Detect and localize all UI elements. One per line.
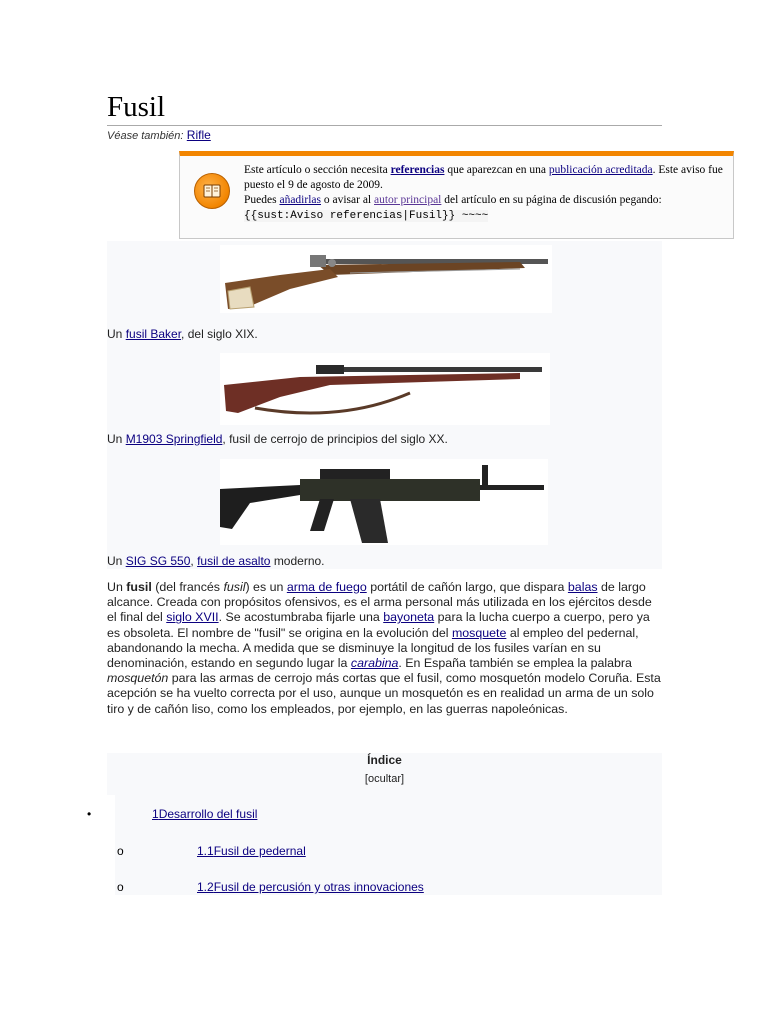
m1903-springfield-image[interactable]	[220, 353, 550, 425]
toc-item-1-2[interactable]	[197, 880, 424, 894]
notice-text-6: del artículo en su página de discusión pegando:	[444, 194, 662, 206]
caption-separator: ,	[190, 554, 194, 568]
intro-text: (del francés	[155, 580, 220, 594]
notice-text-3: . Este aviso fue puesto el 9 de agosto de 2009.	[244, 164, 723, 191]
intro-text: . Se acostumbraba fijarle una	[218, 610, 380, 625]
baker-rifle-image[interactable]	[220, 245, 552, 313]
caption-suffix: , fusil de cerrojo de principios del siglo XX.	[222, 432, 448, 446]
baker-rifle-link[interactable]: fusil Baker	[125, 327, 182, 341]
notice-text-2: que aparezcan en una	[447, 164, 546, 176]
add-them-link[interactable]: añadirlas	[279, 194, 321, 206]
rifle-link[interactable]: Rifle	[186, 128, 211, 142]
toc-item-1-1-label[interactable]: Fusil de pedernal	[213, 844, 306, 858]
sig-caption	[107, 554, 325, 568]
notice-text-4: Puedes	[244, 194, 277, 206]
toc-item-1-2-label[interactable]: Fusil de percusión y otras innovaciones	[213, 880, 424, 894]
caption-prefix: Un	[107, 327, 123, 341]
rifle-gallery	[107, 241, 662, 569]
toc-item-1-label[interactable]: Desarrollo del fusil	[158, 807, 258, 821]
notice-text-1: Este artículo o sección necesita	[244, 164, 388, 176]
notice-text	[244, 163, 723, 224]
toc-hide-toggle[interactable]: [ocultar]	[364, 773, 405, 785]
page-title: Fusil	[107, 90, 662, 126]
bullets-link[interactable]: balas	[567, 580, 598, 594]
carbine-link[interactable]: carabina	[350, 656, 399, 671]
springfield-caption	[107, 432, 448, 446]
musket-link[interactable]: mosquete	[451, 625, 507, 640]
toc-item-1[interactable]	[152, 807, 257, 821]
firearm-link[interactable]: arma de fuego	[286, 580, 367, 594]
see-also-line	[107, 128, 211, 142]
references-notice-box	[179, 151, 734, 239]
toc-title: Índice	[367, 753, 402, 767]
intro-bold-term: fusil	[126, 580, 152, 594]
intro-paragraph	[107, 580, 662, 717]
intro-text: . En España también se emplea la palabra	[398, 656, 632, 671]
intro-text: al empleo del pedernal, abandonando la mecha. A medida que se disminuye la longitud de los fusiles varían en su denominación, estando en segundo lugar la	[107, 625, 639, 671]
caption-prefix: Un	[107, 432, 123, 446]
toc-item-1-1-number[interactable]: 1.1	[197, 844, 214, 858]
century-xvii-link[interactable]: siglo XVII	[166, 610, 219, 625]
references-link[interactable]: referencias	[390, 164, 445, 176]
intro-text: para las armas de cerrojo más cortas que el fusil, como mosquetón modelo Coruña. Esta acepción se ha vuelto correcta por el uso, aunque un mosquetón es en realidad un arma de un solo tiro y de cañón liso, como los empleados, por ejemplo, en las guerras napoleónicas.	[107, 671, 661, 716]
accredited-publication-link[interactable]: publicación acreditada	[548, 164, 653, 176]
sig-sg550-image[interactable]	[220, 459, 548, 545]
toc-bullet-level2: o	[117, 844, 124, 858]
toc-bullet-level2: o	[117, 880, 124, 894]
intro-text: Un	[107, 580, 123, 594]
see-also-prefix: Véase también:	[107, 130, 184, 142]
intro-text: portátil de cañón largo, que dispara	[370, 580, 565, 594]
caption-suffix: , del siglo XIX.	[181, 327, 258, 341]
intro-italic-term: mosquetón	[107, 671, 169, 686]
book-pencil-icon	[194, 173, 230, 209]
assault-rifle-link[interactable]: fusil de asalto	[197, 554, 271, 568]
toc-item-1-1[interactable]	[197, 844, 306, 858]
main-author-link[interactable]: autor principal	[374, 194, 442, 206]
toc-item-1-number[interactable]: 1	[152, 807, 159, 821]
baker-caption	[107, 327, 258, 341]
m1903-springfield-link[interactable]: M1903 Springfield	[125, 432, 223, 446]
table-of-contents	[107, 753, 662, 895]
template-code: {{sust:Aviso referencias|Fusil}} ~~~~	[244, 210, 489, 222]
toc-left-gap	[0, 795, 115, 895]
intro-text: de largo alcance. Creada con propósitos ofensivos, es el arma personal más utilizada en los ejércitos desde el final del	[107, 580, 652, 625]
toc-bullet-level1: •	[87, 807, 92, 821]
intro-text: ) es un	[245, 580, 284, 594]
sig-sg550-link[interactable]: SIG SG 550	[125, 554, 191, 568]
bayonet-link[interactable]: bayoneta	[383, 610, 435, 625]
notice-text-5: o avisar al	[323, 194, 372, 206]
toc-item-1-2-number[interactable]: 1.2	[197, 880, 214, 894]
intro-text: para la lucha cuerpo a cuerpo, pero ya es obsoleta. El nombre de "fusil" se origina en la evolución del	[107, 610, 650, 640]
caption-prefix: Un	[107, 554, 123, 568]
intro-italic-term: fusil	[223, 580, 246, 594]
caption-suffix: moderno.	[273, 554, 325, 568]
